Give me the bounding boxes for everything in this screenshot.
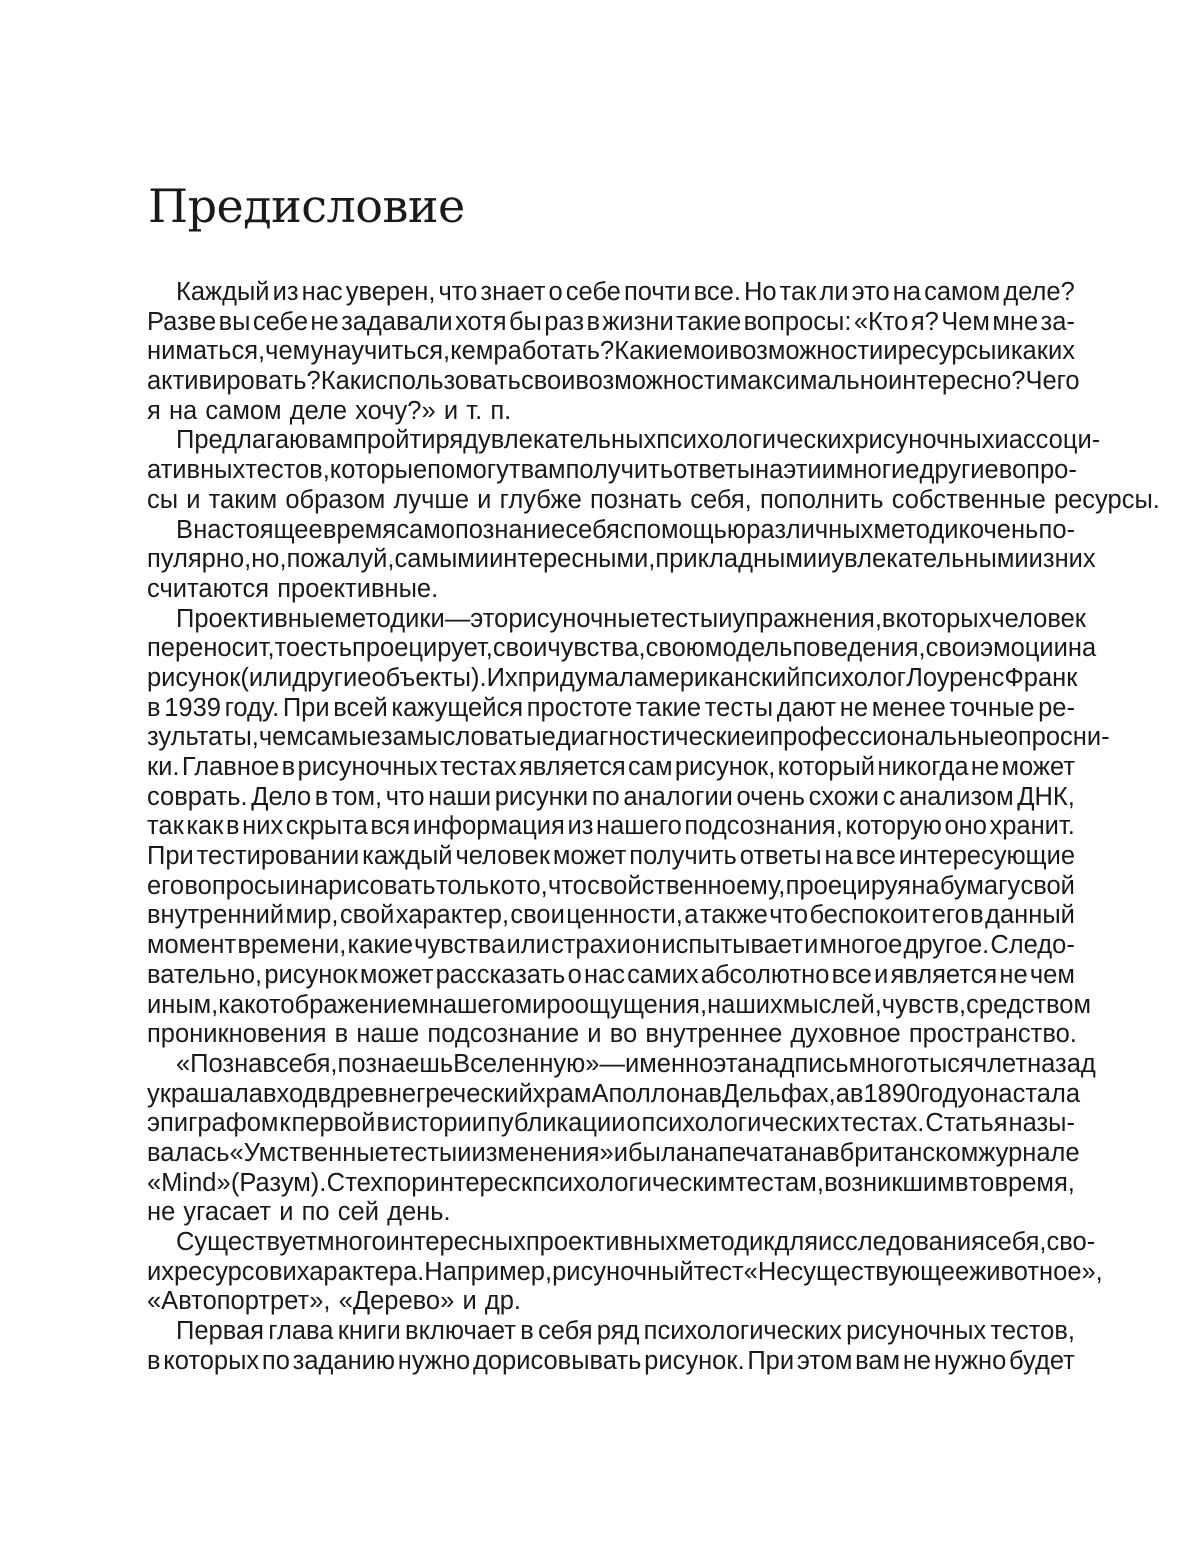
text-line: так как в них скрыта вся информация из нашего подсознания, которую оно хранит. xyxy=(147,812,1075,841)
text-line: активировать? Как использовать свои возможности максимально интересно? Чего xyxy=(147,367,1080,396)
text-line: иным, как отображением нашего мироощущения, наших мыслей, чувств, средством xyxy=(147,990,1091,1019)
text-line: Существует много интересных проективных методик для исследования себя, сво- xyxy=(176,1228,1096,1256)
text-line: Предлагаю вам пройти ряд увлекательных психологических рисуночных и ассоци- xyxy=(176,426,1101,455)
paragraph xyxy=(147,1228,1103,1317)
page-title: Предисловие xyxy=(148,179,465,233)
body-text xyxy=(147,278,1160,1376)
text-line: переносит, то есть проецирует, свои чувства, свою модель поведения, свои эмоции на xyxy=(147,634,1097,663)
text-line: соврать. Дело в том, что наши рисунки по аналогии очень схожи с анализом ДНК, xyxy=(147,782,1075,811)
text-line: «Mind» (Разум). С тех пор интерес к психологическим тестам, возникшим в то время, xyxy=(147,1168,1075,1197)
text-line: украшала вход в древнегреческий храм Аполлона в Дельфах, а в 1890 году она стала xyxy=(147,1079,1081,1108)
paragraph xyxy=(147,278,1080,426)
text-line: проникновения в наше подсознание и во внутреннее духовное пространство. xyxy=(147,1020,1077,1049)
text-line: считаются проективные. xyxy=(147,574,439,603)
text-line: Первая глава книги включает в себя ряд психологических рисуночных тестов, xyxy=(176,1317,1075,1346)
text-line: «Познав себя, познаешь Вселенную» — именно эта надпись много тысяч лет назад xyxy=(176,1049,1096,1078)
text-line: валась «Умственные тесты и изменения» и была напечатана в британском журнале xyxy=(147,1138,1080,1167)
paragraph xyxy=(147,515,1096,605)
text-line: момент времени, какие чувства или страхи он испытывает и многое другое. Следо- xyxy=(147,931,1075,960)
text-line: зультаты, чем самые замысловатые диагностические и профессиональные опросни- xyxy=(147,723,1110,752)
text-line: Разве вы себе не задавали хотя бы раз в жизни такие вопросы: «Кто я? Чем мне за- xyxy=(147,307,1075,336)
text-line: рисунок (или другие объекты). Их придумал американский психолог Лоуренс Франк xyxy=(147,663,1078,692)
text-line: в 1939 году. При всей кажущейся простоте такие тесты дают не менее точные ре- xyxy=(147,693,1075,722)
text-line: вательно, рисунок может рассказать о нас самих абсолютно все и является не чем xyxy=(147,960,1075,989)
text-line: ативных тестов, которые помогут вам получить ответы на эти и многие другие вопро- xyxy=(147,456,1077,485)
text-line: В настоящее время самопознание себя с помощью различных методик очень по- xyxy=(176,515,1075,544)
text-line: сы и таким образом лучше и глубже познать себя, пополнить собственные ресурсы. xyxy=(147,485,1160,514)
text-line: внутренний мир, свой характер, свои ценности, а также что беспокоит его в данный xyxy=(147,901,1075,930)
text-line: его вопросы и нарисовать только то, что свойственно ему, проецируя на бумагу свой xyxy=(147,871,1075,900)
paragraph xyxy=(147,1317,1075,1376)
text-line: Проективные методики — это рисуночные тесты и упражнения, в которых человек xyxy=(176,604,1086,633)
text-line: Каждый из нас уверен, что знает о себе почти все. Но так ли это на самом деле? xyxy=(176,278,1075,306)
text-line: их ресурсов и характера. Например, рисуночный тест «Несуществующее животное», xyxy=(147,1257,1103,1286)
text-line: эпиграфом к первой в истории публикации о психологических тестах. Статья назы- xyxy=(147,1109,1075,1138)
paragraph xyxy=(147,1049,1096,1228)
text-line: в которых по заданию нужно дорисовывать рисунок. При этом вам не нужно будет xyxy=(147,1346,1075,1375)
paragraph xyxy=(147,604,1110,1050)
text-line: пулярно, но, пожалуй, самыми интересными, прикладными и увлекательными из них xyxy=(147,545,1096,574)
text-line: «Автопортрет», «Дерево» и др. xyxy=(147,1287,522,1316)
text-line: ки. Главное в рисуночных тестах является сам рисунок, который никогда не может xyxy=(147,753,1075,781)
paragraph xyxy=(147,426,1160,515)
text-line: не угасает и по сей день. xyxy=(147,1198,451,1227)
text-line: При тестировании каждый человек может получить ответы на все интересующие xyxy=(147,842,1075,871)
text-line: ниматься, чему научиться, кем работать? Какие мои возможности и ресурсы и как их xyxy=(147,337,1075,366)
text-line: я на самом деле хочу?» и т. п. xyxy=(147,396,512,425)
